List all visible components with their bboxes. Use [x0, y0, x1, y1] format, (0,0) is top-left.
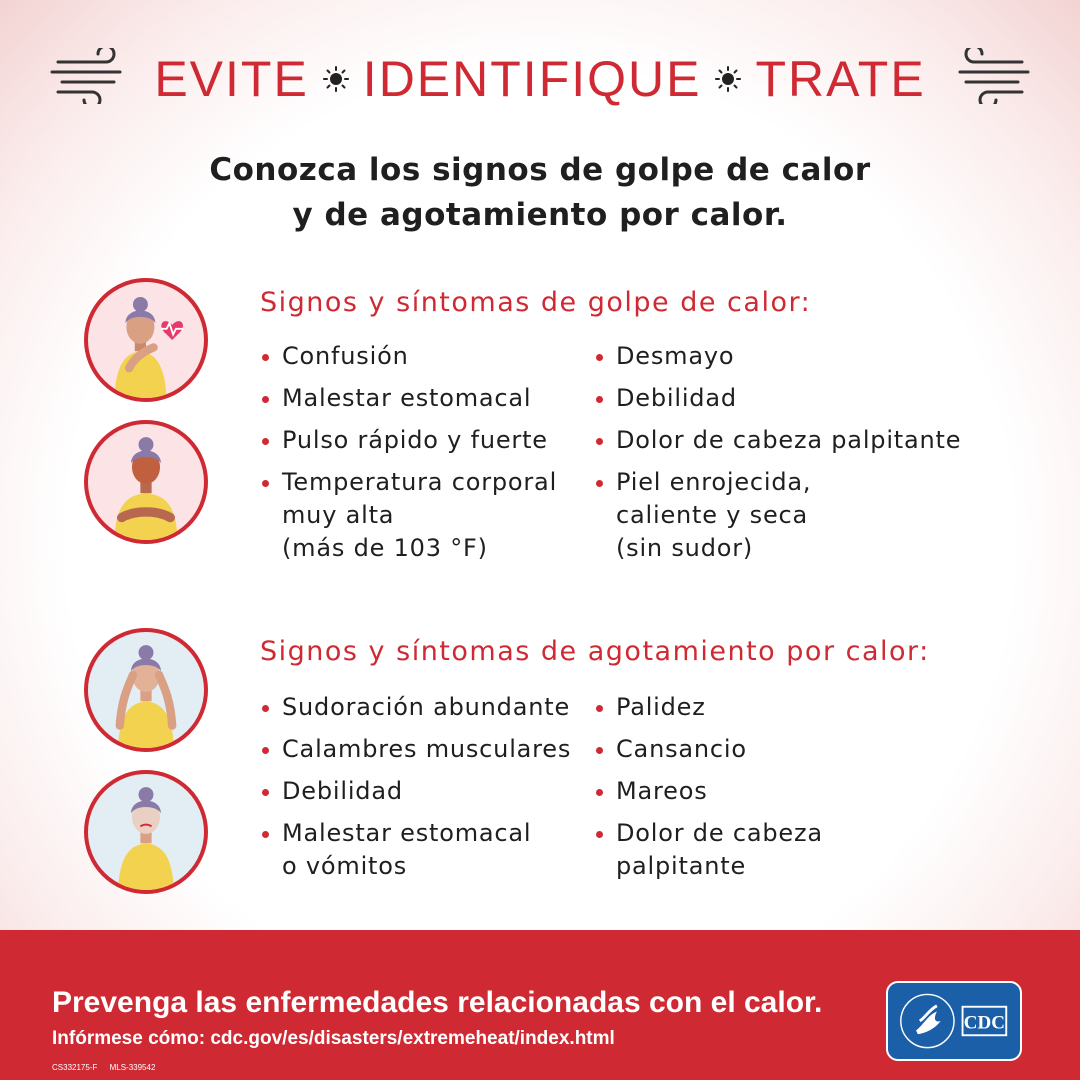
footer-codes	[52, 1063, 165, 1072]
list-item: Dolor de cabeza palpitante	[594, 424, 961, 457]
list-item: Calambres musculares	[260, 733, 571, 766]
list-item: Pulso rápido y fuerte	[260, 424, 557, 457]
hhs-eagle-icon	[888, 983, 1020, 1059]
cdc-logo[interactable]	[886, 981, 1022, 1061]
list-item: Confusión	[260, 340, 557, 373]
list-item: Temperatura corporal muy alta (más de 103 °F)	[260, 466, 557, 565]
header-word-avoid: EVITE	[154, 51, 309, 107]
list-item: Sudoración abundante	[260, 691, 571, 724]
heatstroke-list-left	[260, 340, 557, 574]
heatstroke-list-right	[594, 340, 961, 574]
header-banner	[0, 44, 1080, 114]
woman-headache-illustration	[88, 632, 204, 748]
publication-code: MLS-339542	[109, 1063, 156, 1072]
publication-code: CS332175-F	[52, 1063, 98, 1072]
exhaustion-section-title: Signos y síntomas de agotamiento por calor:	[260, 636, 930, 667]
sun-icon	[323, 66, 349, 92]
avatar-woman-dizzy	[84, 770, 208, 894]
page-subtitle	[0, 148, 1080, 238]
sun-icon	[715, 66, 741, 92]
list-item: Malestar estomacal	[260, 382, 557, 415]
list-item: Debilidad	[594, 382, 961, 415]
list-item: Dolor de cabeza palpitante	[594, 817, 823, 883]
heatstroke-section-title: Signos y síntomas de golpe de calor:	[260, 287, 812, 318]
avatar-woman-sweating	[84, 628, 208, 752]
list-item: Debilidad	[260, 775, 571, 808]
header-word-treat: TRATE	[755, 51, 926, 107]
list-item: Desmayo	[594, 340, 961, 373]
woman-heartbeat-illustration	[88, 282, 204, 398]
cdc-logo-text: CDC	[963, 1012, 1005, 1034]
exhaustion-list-left	[260, 691, 571, 892]
list-item: Palidez	[594, 691, 823, 724]
list-item: Malestar estomacal o vómitos	[260, 817, 571, 883]
woman-flushed-illustration	[88, 424, 204, 540]
footer-link[interactable]: Infórmese cómo: cdc.gov/es/disasters/extremeheat/index.html	[52, 1028, 615, 1049]
list-item: Cansancio	[594, 733, 823, 766]
list-item: Mareos	[594, 775, 823, 808]
avatar-woman-heart	[84, 278, 208, 402]
avatar-woman-flushed	[84, 420, 208, 544]
footer-headline: Prevenga las enfermedades relacionadas con el calor.	[52, 986, 823, 1019]
subtitle-line: Conozca los signos de golpe de calor	[209, 152, 871, 188]
woman-dizzy-illustration	[88, 774, 204, 890]
header-word-identify: IDENTIFIQUE	[362, 51, 702, 107]
subtitle-line: y de agotamiento por calor.	[292, 197, 788, 233]
footer-banner	[0, 930, 1080, 1080]
exhaustion-list-right	[594, 691, 823, 892]
list-item: Piel enrojecida, caliente y seca (sin sudor)	[594, 466, 961, 565]
